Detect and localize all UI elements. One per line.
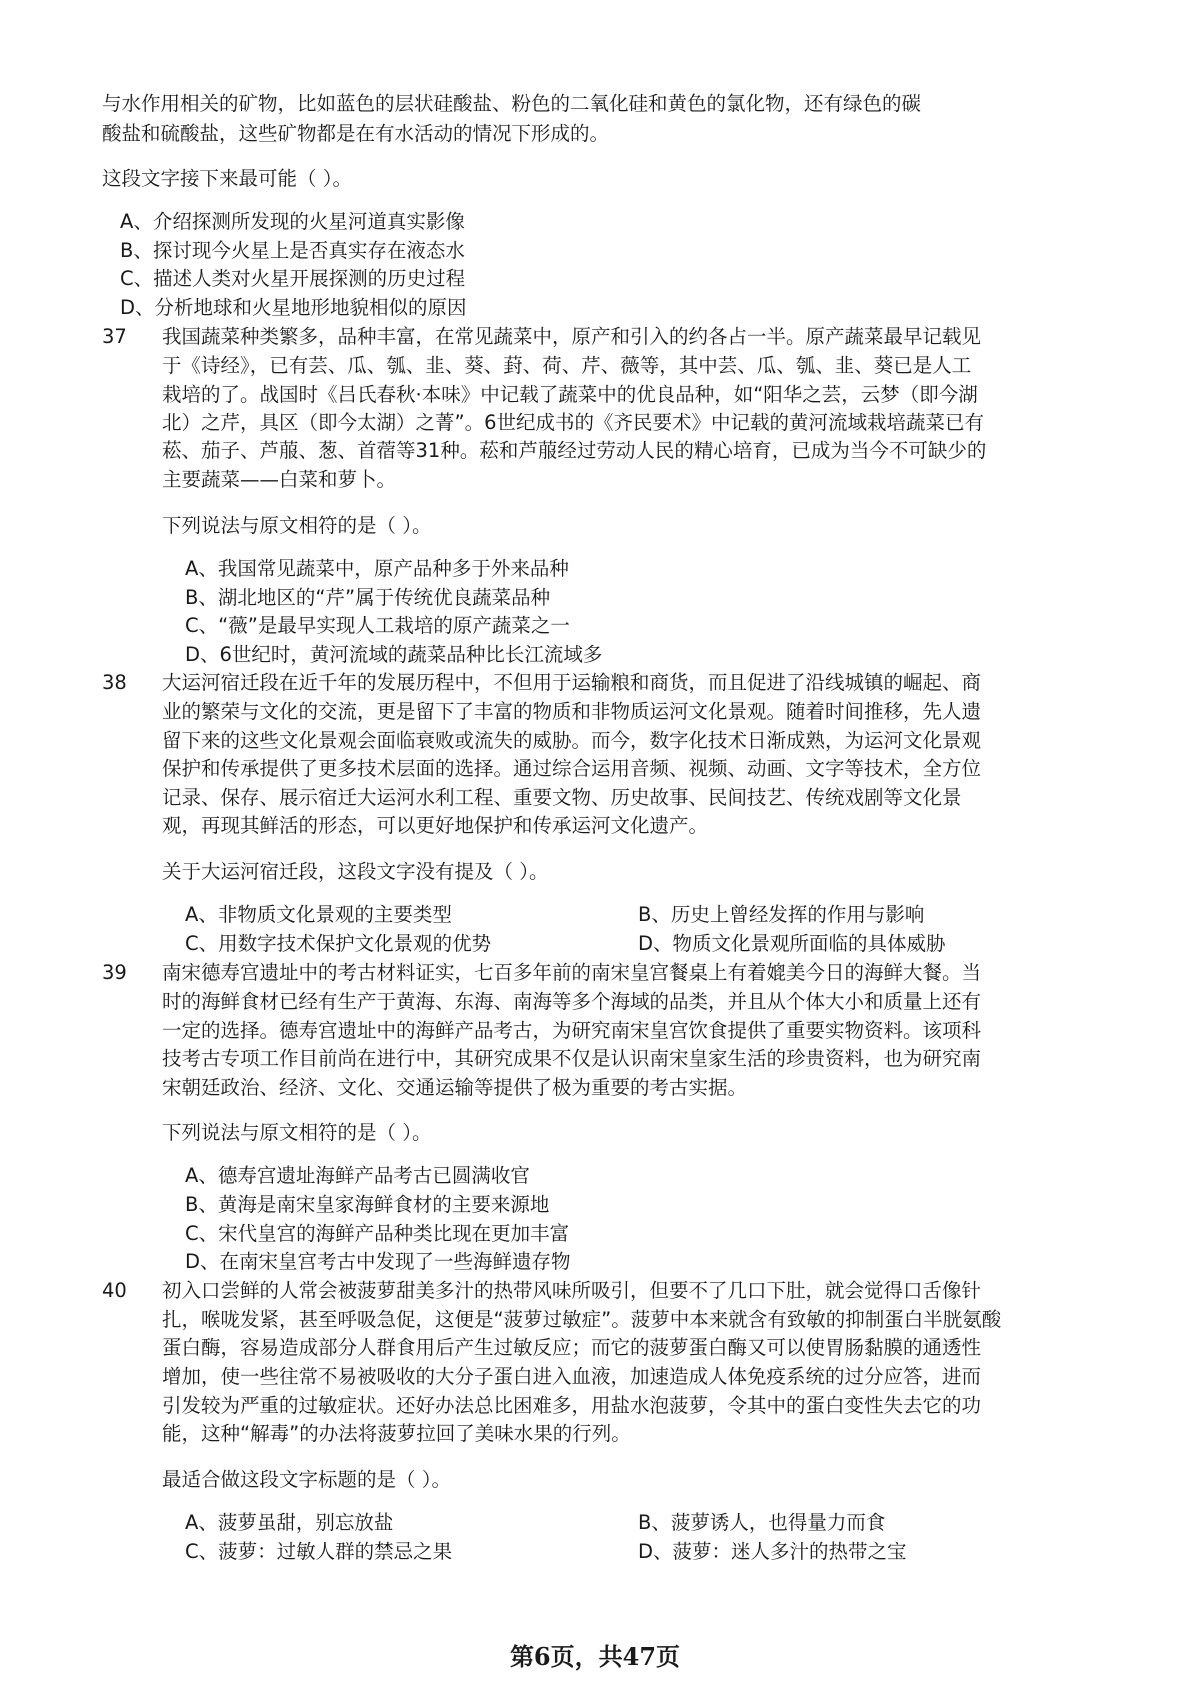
paragraph-line: 一定的选择。德寿宫遗址中的海鲜产品考古，为研究南宋皇宫饮食提供了重要实物资料。该项科	[162, 1019, 982, 1042]
paragraph-line: 增加，使一些往常不易被吸收的大分子蛋白进入血液，加速造成人体免疫系统的过分应答，进而	[162, 1365, 982, 1388]
option-b: B、探讨现今火星上是否真实存在液态水	[120, 239, 465, 262]
paragraph-line: 扎，喉咙发紧，甚至呼吸急促，这便是“菠萝过敏症”。菠萝中本来就含有致敏的抑制蛋白半胱氨酸	[162, 1308, 1002, 1331]
option-c: C、宋代皇宫的海鲜产品种类比现在更加丰富	[185, 1222, 570, 1245]
paragraph-line: 保护和传承提供了更多技术层面的选择。通过综合运用音频、视频、动画、文字等技术，全方位	[162, 757, 982, 780]
option-a: A、介绍探测所发现的火星河道真实影像	[120, 210, 465, 233]
question-prompt: 这段文字接下来最可能（ ）。	[102, 167, 352, 190]
question-prompt: 下列说法与原文相符的是（ ）。	[162, 514, 432, 537]
option-d: D、物质文化景观所面临的具体威胁	[638, 932, 946, 955]
option-c: C、菠萝：过敏人群的禁忌之果	[185, 1540, 453, 1563]
paragraph-line: 于《诗经》，已有芸、瓜、瓠、韭、葵、葑、荷、芹、薇等，其中芸、瓜、瓠、韭、葵已是人工	[162, 354, 972, 377]
option-a: A、德寿宫遗址海鲜产品考古已圆满收官	[185, 1164, 530, 1187]
option-c: C、“薇”是最早实现人工栽培的原产蔬菜之一	[185, 614, 570, 637]
option-a: A、我国常见蔬菜中，原产品种多于外来品种	[185, 557, 569, 580]
option-c: C、描述人类对火星开展探测的历史过程	[120, 267, 466, 290]
paragraph-line: 宋朝廷政治、经济、文化、交通运输等提供了极为重要的考古实据。	[162, 1076, 748, 1099]
paragraph-line: 业的繁荣与文化的交流，更是留下了丰富的物质和非物质运河文化景观。随着时间推移，先人遗	[162, 700, 982, 723]
question-number: 39	[102, 961, 127, 984]
question-prompt: 下列说法与原文相符的是（ ）。	[162, 1121, 432, 1144]
option-a: A、菠萝虽甜，别忘放盐	[185, 1511, 394, 1534]
question-number: 38	[102, 671, 127, 694]
paragraph-line: 酸盐和硫酸盐，这些矿物都是在有水活动的情况下形成的。	[102, 122, 610, 145]
paragraph-line: 南宋德寿宫遗址中的考古材料证实，七百多年前的南宋皇宫餐桌上有着媲美今日的海鲜大餐。当	[162, 961, 982, 984]
paragraph-line: 蛋白酶，容易造成部分人群食用后产生过敏反应；而它的菠萝蛋白酶又可以使胃肠黏膜的通透性	[162, 1336, 982, 1359]
paragraph-line: 主要蔬菜——白菜和萝卜。	[162, 468, 397, 491]
paragraph-line: 初入口尝鲜的人常会被菠萝甜美多汁的热带风味所吸引，但要不了几口下肚，就会觉得口舌像针	[162, 1279, 982, 1302]
paragraph-line: 记录、保存、展示宿迁大运河水利工程、重要文物、历史故事、民间技艺、传统戏剧等文化景	[162, 786, 962, 809]
option-d: D、菠萝：迷人多汁的热带之宝	[638, 1540, 907, 1563]
paragraph-line: 技考古专项工作目前尚在进行中，其研究成果不仅是认识南宋皇家生活的珍贵资料，也为研究南	[162, 1047, 982, 1070]
paragraph-line: 我国蔬菜种类繁多，品种丰富，在常见蔬菜中，原产和引入的约各占一半。原产蔬菜最早记载见	[162, 325, 982, 348]
paragraph-line: 北）之芹，具区（即今太湖）之菁”。6世纪成书的《齐民要术》中记载的黄河流域栽培蔬菜已有	[162, 411, 985, 434]
option-b: B、历史上曾经发挥的作用与影响	[638, 903, 925, 926]
option-b: B、黄海是南宋皇家海鲜食材的主要来源地	[185, 1193, 550, 1216]
paragraph-line: 栽培的了。战国时《吕氏春秋·本味》中记载了蔬菜中的优良品种，如“阳华之芸，云梦（即今湖	[162, 383, 978, 406]
question-number: 37	[102, 325, 127, 348]
option-d: D、分析地球和火星地形地貌相似的原因	[120, 296, 467, 319]
option-c: C、用数字技术保护文化景观的优势	[185, 932, 492, 955]
paragraph-line: 与水作用相关的矿物，比如蓝色的层状硅酸盐、粉色的二氧化硅和黄色的氯化物，还有绿色的碳	[102, 92, 922, 115]
question-prompt: 最适合做这段文字标题的是（ ）。	[162, 1468, 451, 1491]
option-a: A、非物质文化景观的主要类型	[185, 903, 452, 926]
question-prompt: 关于大运河宿迁段，这段文字没有提及（ ）。	[162, 860, 549, 883]
paragraph-line: 大运河宿迁段在近千年的发展历程中，不但用于运输粮和商货，而且促进了沿线城镇的崛起、商	[162, 671, 982, 694]
paragraph-line: 留下来的这些文化景观会面临衰败或流失的威胁。而今，数字化技术日渐成熟，为运河文化景观	[162, 729, 982, 752]
option-d: D、在南宋皇宫考古中发现了一些海鲜遗存物	[185, 1250, 571, 1273]
paragraph-line: 引发较为严重的过敏症状。还好办法总比困难多，用盐水泡菠萝，令其中的蛋白变性失去它的功	[162, 1394, 982, 1417]
option-b: B、菠萝诱人，也得量力而食	[638, 1511, 886, 1534]
option-d: D、6世纪时，黄河流域的蔬菜品种比长江流域多	[185, 643, 603, 666]
paragraph-line: 菘、茄子、芦菔、葱、首蓿等31种。菘和芦菔经过劳动人民的精心培育，已成为当今不可缺少的	[162, 439, 987, 462]
option-b: B、湖北地区的“芹”属于传统优良蔬菜品种	[185, 586, 551, 609]
paragraph-line: 能，这种“解毒”的办法将菠萝拉回了美味水果的行列。	[162, 1422, 631, 1445]
page-number-footer: 第6页，共47页	[509, 1642, 681, 1671]
question-number: 40	[102, 1279, 127, 1302]
paragraph-line: 观，再现其鲜活的形态，可以更好地保护和传承运河文化遗产。	[162, 814, 709, 837]
paragraph-line: 时的海鲜食材已经有生产于黄海、东海、南海等多个海域的品类，并且从个体大小和质量上还有	[162, 990, 982, 1013]
